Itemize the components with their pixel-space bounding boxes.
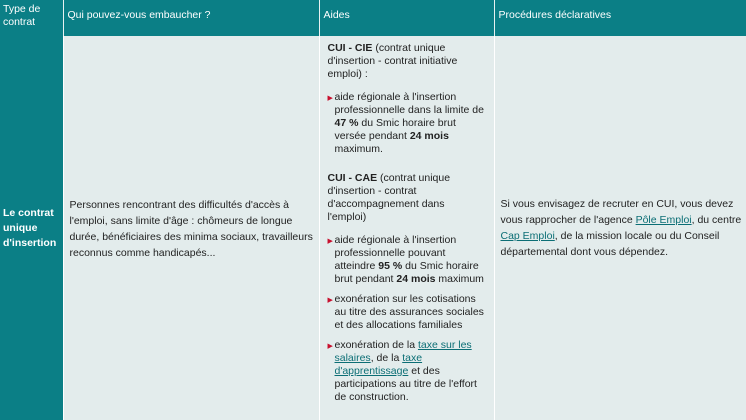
header-qui-embaucher: Qui pouvez-vous embaucher ? <box>63 0 319 36</box>
cie-subtitle: (contrat unique d'insertion - contrat initiative emploi) : <box>327 42 458 80</box>
who-cell: Personnes rencontrant des difficultés d'accès à l'emploi, sans limite d'âge : chômeurs de longue durée, bénéficiaires des minima sociaux, travailleurs reconnus comme handicapés... <box>63 36 319 420</box>
aides-cell <box>319 36 494 420</box>
triangle-right-icon: ▶ <box>327 297 333 304</box>
header-aides: Aides <box>319 0 494 36</box>
table-header-row <box>0 0 746 36</box>
cae-heading <box>328 172 486 224</box>
header-procedures: Procédures déclaratives <box>494 0 746 36</box>
list-item: ▶ exonération sur les cotisations au titre des assurances sociales et des allocations familiales <box>327 293 484 331</box>
cie-aid-list <box>328 91 486 156</box>
list-item: ▶ aide régionale à l'insertion professionnelle pouvant atteindre 95 % du Smic horaire brut pendant 24 mois maximum <box>327 234 484 285</box>
cie-heading <box>328 42 486 81</box>
pole-emploi-link[interactable]: Pôle Emploi <box>635 214 692 226</box>
taxe-salaires-link[interactable]: taxe sur les salaires <box>334 339 472 364</box>
triangle-right-icon: ▶ <box>327 343 333 350</box>
contract-type-cell: Le contrat unique d'insertion <box>0 36 63 420</box>
cap-emploi-link[interactable]: Cap Emploi <box>500 230 555 242</box>
triangle-right-icon: ▶ <box>327 95 333 102</box>
cie-title: CUI - CIE <box>327 42 373 54</box>
list-item: ▶ exonération de la taxe sur les salaires, de la taxe d'apprentissage et des participations au titre de l'effort de construction. <box>327 339 477 403</box>
table-row <box>0 36 746 420</box>
procedures-cell: Si vous envisagez de recruter en CUI, vous devez vous rapprocher de l'agence Pôle Emploi, du centre Cap Emploi, de la mission locale ou du Conseil départemental dont vous dépendez. <box>494 36 746 420</box>
cae-aid-list <box>328 234 486 404</box>
cae-subtitle: (contrat unique d'insertion - contrat d'accompagnement dans l'emploi) <box>327 172 451 223</box>
list-item: ▶ aide régionale à l'insertion professionnelle dans la limite de 47 % du Smic horaire brut versée pendant 24 mois maximum. <box>327 91 484 155</box>
header-type-de-contrat: Type de contrat <box>0 0 63 36</box>
taxe-apprentissage-link[interactable]: taxe d'apprentissage <box>334 352 423 377</box>
cae-title: CUI - CAE <box>327 172 378 184</box>
triangle-right-icon: ▶ <box>327 238 333 245</box>
